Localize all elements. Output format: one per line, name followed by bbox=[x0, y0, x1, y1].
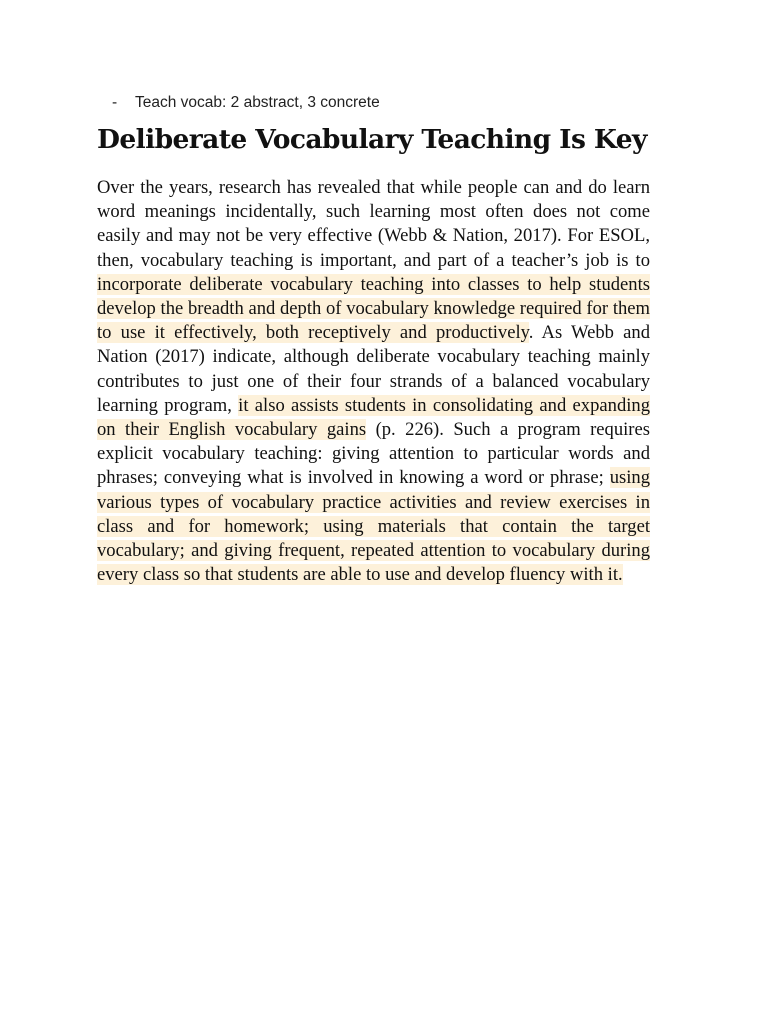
highlighted-text: using various types of vocabulary practice activities and review exercises in class and for homework; using materials that contain the target vocabulary; and giving frequent, repeated attention to vocabulary during every class so that students are able to use and develop fluency with it. bbox=[97, 467, 650, 586]
paragraph-text: . As Webb and Nation (2017) indicate, although deliberate vocabulary teaching mainly contributes to just one of their four strands of a balanced vocabulary learning program, bbox=[97, 322, 650, 416]
highlighted-text: incorporate deliberate vocabulary teaching into classes to help students develop the breadth and depth of vocabulary knowledge required for them to use it effectively, both receptively and productively bbox=[97, 273, 650, 344]
note-bullet-item bbox=[112, 92, 380, 114]
bullet-dash: - bbox=[112, 94, 118, 111]
paragraph-text: Over the years, research has revealed that while people can and do learn word meanings incidentally, such learning most often does not come easily and may not be very effective (Webb & Nation, 2017). For ESOL, then, vocabulary teaching is important, and part of a teacher’s job is to bbox=[97, 177, 650, 271]
paragraph-text: (p. 226). Such a program requires explicit vocabulary teaching: giving attention to particular words and phrases; conveying what is involved in knowing a word or phrase; bbox=[97, 419, 650, 489]
highlighted-text: it also assists students in consolidating and expanding on their English vocabulary gains bbox=[97, 394, 651, 441]
note-text: Teach vocab: 2 abstract, 3 concrete bbox=[135, 94, 380, 111]
section-heading: Deliberate Vocabulary Teaching Is Key bbox=[97, 124, 647, 155]
body-paragraph bbox=[97, 176, 650, 587]
